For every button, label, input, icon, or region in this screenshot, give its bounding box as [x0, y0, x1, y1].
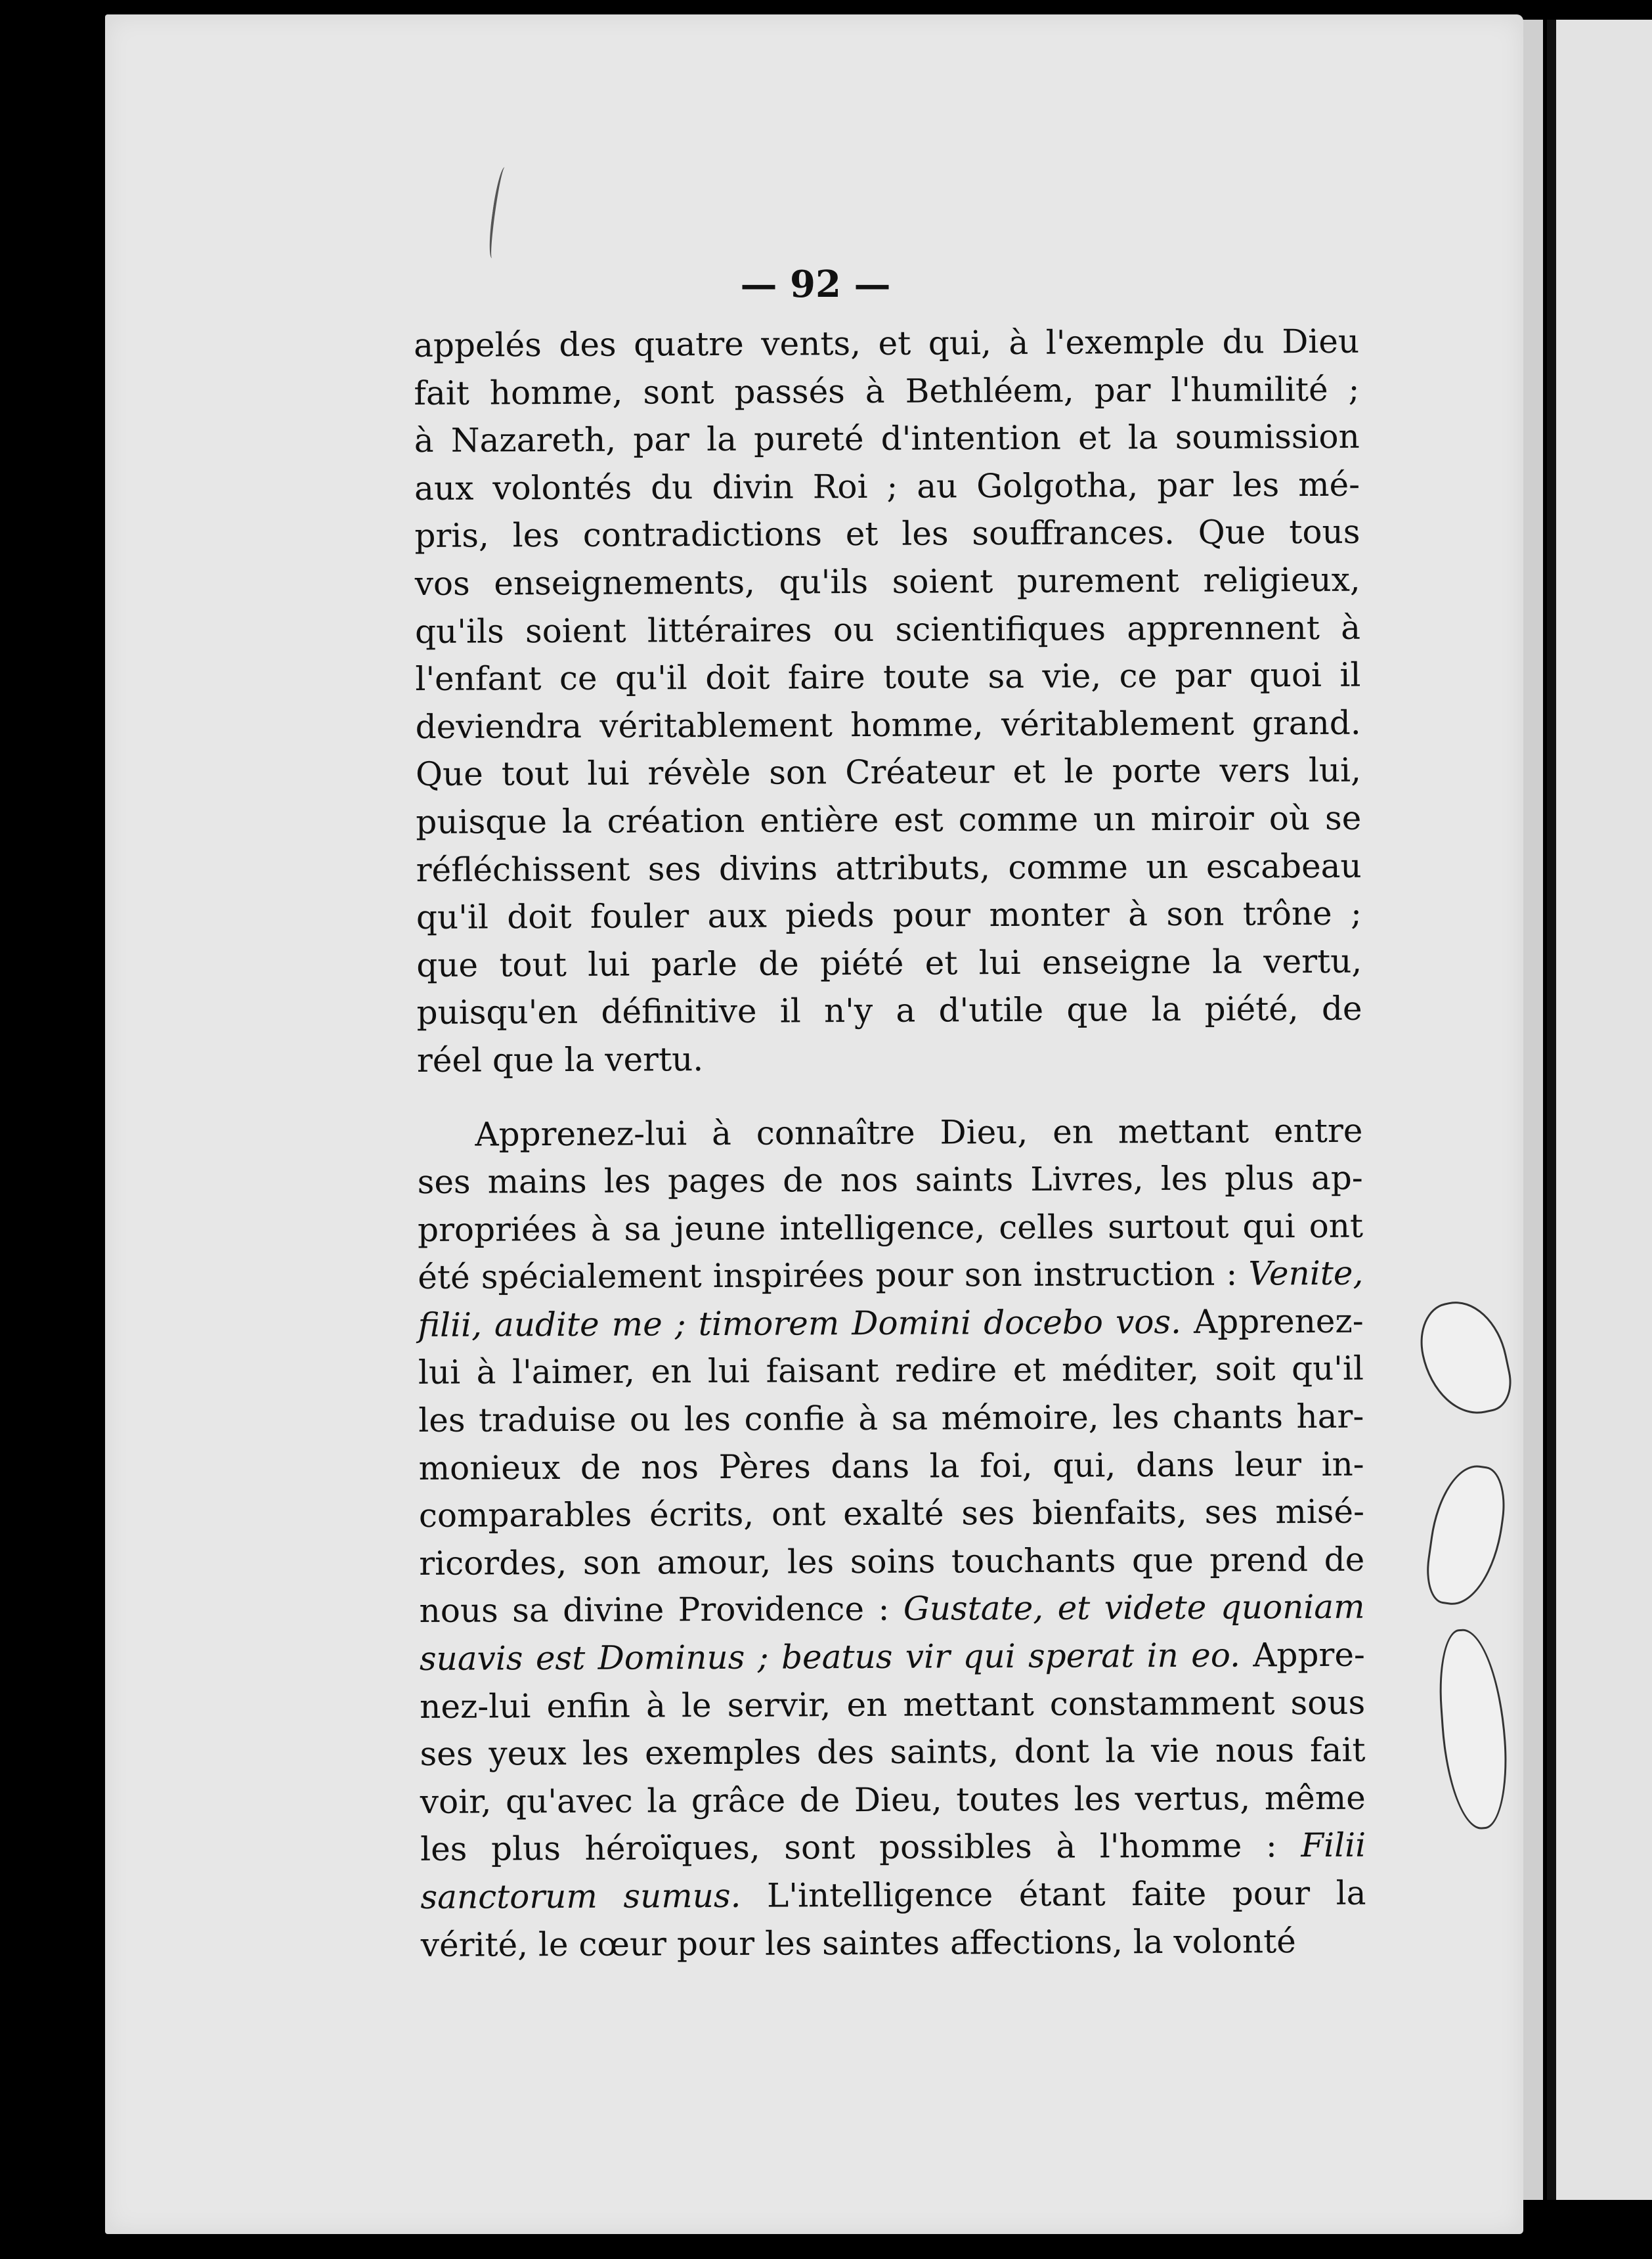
text-line: vos enseignements, qu'ils soient purement religieux,: [414, 560, 1360, 603]
text-line: ricordes, son amour, les soins touchants que prend de: [419, 1540, 1365, 1583]
text-line: pris, les contradictions et les souffrances. Que tous: [414, 513, 1360, 556]
paragraph-gap: [417, 1080, 1362, 1110]
paragraph-1: [414, 318, 1362, 1085]
text-line: voir, qu'avec la grâce de Dieu, toutes les vertus, même: [420, 1778, 1366, 1821]
text-line: puisque la création entière est comme un miroir où se: [416, 799, 1362, 841]
pencil-mark: [486, 166, 510, 259]
latin-quote: suavis est Dominus ; beatus vir qui sperat in eo.: [419, 1636, 1241, 1678]
text-run: les plus héroïques, sont possibles à l'homme :: [420, 1826, 1301, 1869]
text-line: Apprenez-lui à connaître Dieu, en mettant entre: [475, 1111, 1363, 1154]
paragraph-2: [417, 1107, 1366, 1969]
text-run: L'intelligence étant faite pour la: [741, 1874, 1366, 1915]
text-line: qu'il doit fouler aux pieds pour monter à son trône ;: [416, 894, 1362, 937]
text-line: à Nazareth, par la pureté d'intention et la soumission: [414, 417, 1360, 460]
text-line: propriées à sa jeune intelligence, celles surtout qui ont: [417, 1206, 1364, 1249]
text-line: lui à l'aimer, en lui faisant redire et méditer, soit qu'il: [418, 1349, 1364, 1392]
text-line: puisqu'en définitive il n'y a d'utile que la piété, de: [416, 990, 1362, 1032]
text-line: les traduise ou les confie à sa mémoire, les chants har-: [418, 1397, 1364, 1440]
text-line: ses yeux les exemples des saints, dont la vie nous fait: [420, 1730, 1366, 1774]
book-page: [105, 14, 1523, 2234]
text-run: Apprenez-: [1181, 1302, 1364, 1341]
text-line: réfléchissent ses divins attributs, comme un escabeau: [416, 846, 1362, 889]
text-line: [420, 1631, 1365, 1683]
latin-quote: Gustate, et videte quoniam: [903, 1588, 1365, 1629]
text-line: [418, 1250, 1363, 1302]
text-line: deviendra véritablement homme, véritablement grand.: [415, 703, 1361, 746]
adjacent-page-edge: [1547, 20, 1652, 2200]
text-line: fait homme, sont passés à Bethléem, par l'humilité ;: [414, 370, 1360, 412]
text-run: été spécialement inspirées pour son instruction :: [418, 1254, 1249, 1297]
text-line: qu'ils soient littéraires ou scientifiques apprennent à: [414, 608, 1361, 651]
text-line: vérité, le cœur pour les saintes affections, la volonté: [420, 1921, 1296, 1964]
text-line: aux volontés du divin Roi ; au Golgotha, par les mé-: [414, 465, 1360, 508]
text-run: nous sa divine Providence :: [419, 1590, 903, 1631]
text-line: nez-lui enfin à le servir, en mettant constamment sous: [420, 1683, 1366, 1726]
text-line: ses mains les pages de nos saints Livres, les plus ap-: [417, 1158, 1363, 1202]
text-line: l'enfant ce qu'il doit faire toute sa vie, ce par quoi il: [415, 655, 1361, 699]
text-line: [418, 1298, 1364, 1349]
latin-quote: sanctorum sumus.: [420, 1876, 741, 1916]
text-line: monieux de nos Pères dans la foi, qui, dans leur in-: [418, 1445, 1364, 1487]
latin-quote: filii, audite me ; timorem Domini docebo vos.: [418, 1302, 1182, 1344]
text-line: réel que la vertu.: [416, 1040, 704, 1080]
text-line: [420, 1822, 1366, 1874]
text-run: Appre-: [1240, 1635, 1365, 1675]
text-line: [420, 1870, 1366, 1921]
latin-quote: Venite,: [1248, 1254, 1364, 1293]
text-line: [419, 1583, 1364, 1635]
text-line: que tout lui parle de piété et lui enseigne la vertu,: [416, 942, 1362, 984]
text-line: comparables écrits, ont exalté ses bienfaits, ses misé-: [418, 1492, 1365, 1535]
latin-quote: Filii: [1301, 1826, 1366, 1865]
text-line: Que tout lui révèle son Créateur et le porte vers lui,: [415, 751, 1362, 794]
page-number: — 92 —: [740, 263, 891, 306]
body-text: [414, 318, 1366, 1969]
text-line: appelés des quatre vents, et qui, à l'exemple du Dieu: [414, 322, 1360, 364]
